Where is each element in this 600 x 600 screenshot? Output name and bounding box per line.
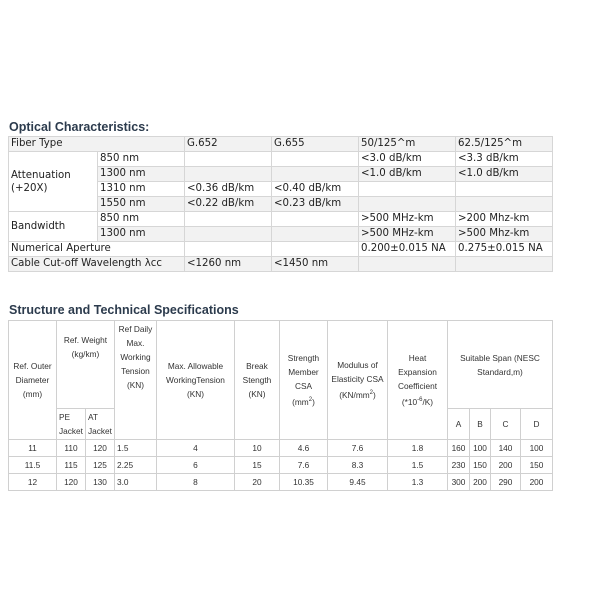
value-cell: <0.22 dB/km xyxy=(185,197,272,212)
table-header-row xyxy=(9,321,553,409)
cell: 200 xyxy=(520,474,552,491)
cell: 110 xyxy=(57,440,86,457)
value-cell: >500 MHz-km xyxy=(359,212,456,227)
value-cell xyxy=(359,257,456,272)
cell: 8.3 xyxy=(327,457,387,474)
structure-table xyxy=(8,320,553,491)
cell: 10 xyxy=(234,440,279,457)
value-cell: <1.0 dB/km xyxy=(456,167,553,182)
g655-header: G.655 xyxy=(272,137,359,152)
header-pe-jacket: PE Jacket xyxy=(57,409,86,440)
header-modulus: Modulus of Elasticity CSA $(KN/mm^2)$ xyxy=(327,321,387,440)
cell: 300 xyxy=(447,474,469,491)
value-cell xyxy=(272,242,359,257)
header-suitable-span: Suitable Span (NESC Standard,m) xyxy=(447,321,552,409)
header-span-c: C xyxy=(490,409,520,440)
numerical-aperture-label: Numerical Aperture xyxy=(9,242,185,257)
cutoff-label: Cable Cut-off Wavelength λcc xyxy=(9,257,185,272)
cell: 120 xyxy=(85,440,114,457)
attenuation-label: Attenuation (+20X) xyxy=(9,152,98,212)
value-cell xyxy=(272,212,359,227)
cell: 140 xyxy=(490,440,520,457)
wavelength-cell: 1300 nm xyxy=(98,227,185,242)
table-row xyxy=(9,152,553,167)
header-allowable-tension: Max. Allowable WorkingTension (KN) xyxy=(156,321,234,440)
cell: 230 xyxy=(447,457,469,474)
cell: 130 xyxy=(85,474,114,491)
table-row xyxy=(9,457,553,474)
header-diameter: Ref. Outer Diameter (mm) xyxy=(9,321,57,440)
value-cell xyxy=(185,227,272,242)
cell: 115 xyxy=(57,457,86,474)
cell: 7.6 xyxy=(327,440,387,457)
wavelength-cell: 850 nm xyxy=(98,152,185,167)
value-cell xyxy=(359,197,456,212)
wavelength-cell: 1310 nm xyxy=(98,182,185,197)
value-cell: <1.0 dB/km xyxy=(359,167,456,182)
cell: 2.25 xyxy=(114,457,156,474)
cell: 160 xyxy=(447,440,469,457)
cell: 15 xyxy=(234,457,279,474)
value-cell xyxy=(272,227,359,242)
mm62-header: 62.5/125^m xyxy=(456,137,553,152)
value-cell: >500 Mhz-km xyxy=(456,227,553,242)
cell: 100 xyxy=(469,440,490,457)
header-at-jacket: AT Jacket xyxy=(85,409,114,440)
value-cell xyxy=(272,167,359,182)
table-row xyxy=(9,212,553,227)
value-cell: <0.36 dB/km xyxy=(185,182,272,197)
table-row xyxy=(9,257,553,272)
cell: 3.0 xyxy=(114,474,156,491)
wavelength-cell: 850 nm xyxy=(98,212,185,227)
value-cell xyxy=(185,212,272,227)
cell: 290 xyxy=(490,474,520,491)
value-cell: <0.23 dB/km xyxy=(272,197,359,212)
value-cell xyxy=(185,242,272,257)
cell: 9.45 xyxy=(327,474,387,491)
header-daily-tension: Ref Daily Max. Working Tension (KN) xyxy=(114,321,156,440)
wavelength-cell: 1300 nm xyxy=(98,167,185,182)
cell: 100 xyxy=(520,440,552,457)
value-cell xyxy=(185,167,272,182)
cell: 10.35 xyxy=(279,474,327,491)
cell: 150 xyxy=(469,457,490,474)
table-row xyxy=(9,242,553,257)
wavelength-cell: 1550 nm xyxy=(98,197,185,212)
cell: 11 xyxy=(9,440,57,457)
value-cell: >500 MHz-km xyxy=(359,227,456,242)
cell: 1.3 xyxy=(387,474,447,491)
optical-table xyxy=(8,136,553,272)
optical-title: Optical Characteristics: xyxy=(9,120,150,134)
cell: 1.5 xyxy=(387,457,447,474)
value-cell xyxy=(359,182,456,197)
value-cell: >200 Mhz-km xyxy=(456,212,553,227)
value-cell: <3.3 dB/km xyxy=(456,152,553,167)
header-weight: Ref. Weight (kg/km) xyxy=(57,321,115,409)
value-cell xyxy=(456,257,553,272)
value-cell: <1260 nm xyxy=(185,257,272,272)
table-row xyxy=(9,474,553,491)
header-span-d: D xyxy=(520,409,552,440)
cell: 8 xyxy=(156,474,234,491)
fiber-type-label: Fiber Type xyxy=(9,137,185,152)
cell: 1.8 xyxy=(387,440,447,457)
cell: 1.5 xyxy=(114,440,156,457)
table-row xyxy=(9,137,553,152)
cell: 6 xyxy=(156,457,234,474)
value-cell: <3.0 dB/km xyxy=(359,152,456,167)
header-heat-expansion: Heat Expansion Coefficient $(*10^{-6}/K)$ xyxy=(387,321,447,440)
value-cell xyxy=(456,182,553,197)
value-cell xyxy=(456,197,553,212)
cell: 12 xyxy=(9,474,57,491)
cell: 11.5 xyxy=(9,457,57,474)
cell: 4 xyxy=(156,440,234,457)
value-cell: <0.40 dB/km xyxy=(272,182,359,197)
mm50-header: 50/125^m xyxy=(359,137,456,152)
header-span-a: A xyxy=(447,409,469,440)
value-cell xyxy=(185,152,272,167)
structure-title: Structure and Technical Specifications xyxy=(9,303,239,317)
value-cell: 0.200±0.015 NA xyxy=(359,242,456,257)
cell: 120 xyxy=(57,474,86,491)
header-span-b: B xyxy=(469,409,490,440)
g652-header: G.652 xyxy=(185,137,272,152)
table-row xyxy=(9,440,553,457)
bandwidth-label: Bandwidth xyxy=(9,212,98,242)
value-cell xyxy=(272,152,359,167)
header-break-strength: Break Stength (KN) xyxy=(234,321,279,440)
cell: 125 xyxy=(85,457,114,474)
cell: 200 xyxy=(469,474,490,491)
header-strength-csa: Strength Member CSA $(mm^2)$ xyxy=(279,321,327,440)
cell: 7.6 xyxy=(279,457,327,474)
cell: 150 xyxy=(520,457,552,474)
cell: 4.6 xyxy=(279,440,327,457)
cell: 200 xyxy=(490,457,520,474)
value-cell: 0.275±0.015 NA xyxy=(456,242,553,257)
value-cell: <1450 nm xyxy=(272,257,359,272)
cell: 20 xyxy=(234,474,279,491)
